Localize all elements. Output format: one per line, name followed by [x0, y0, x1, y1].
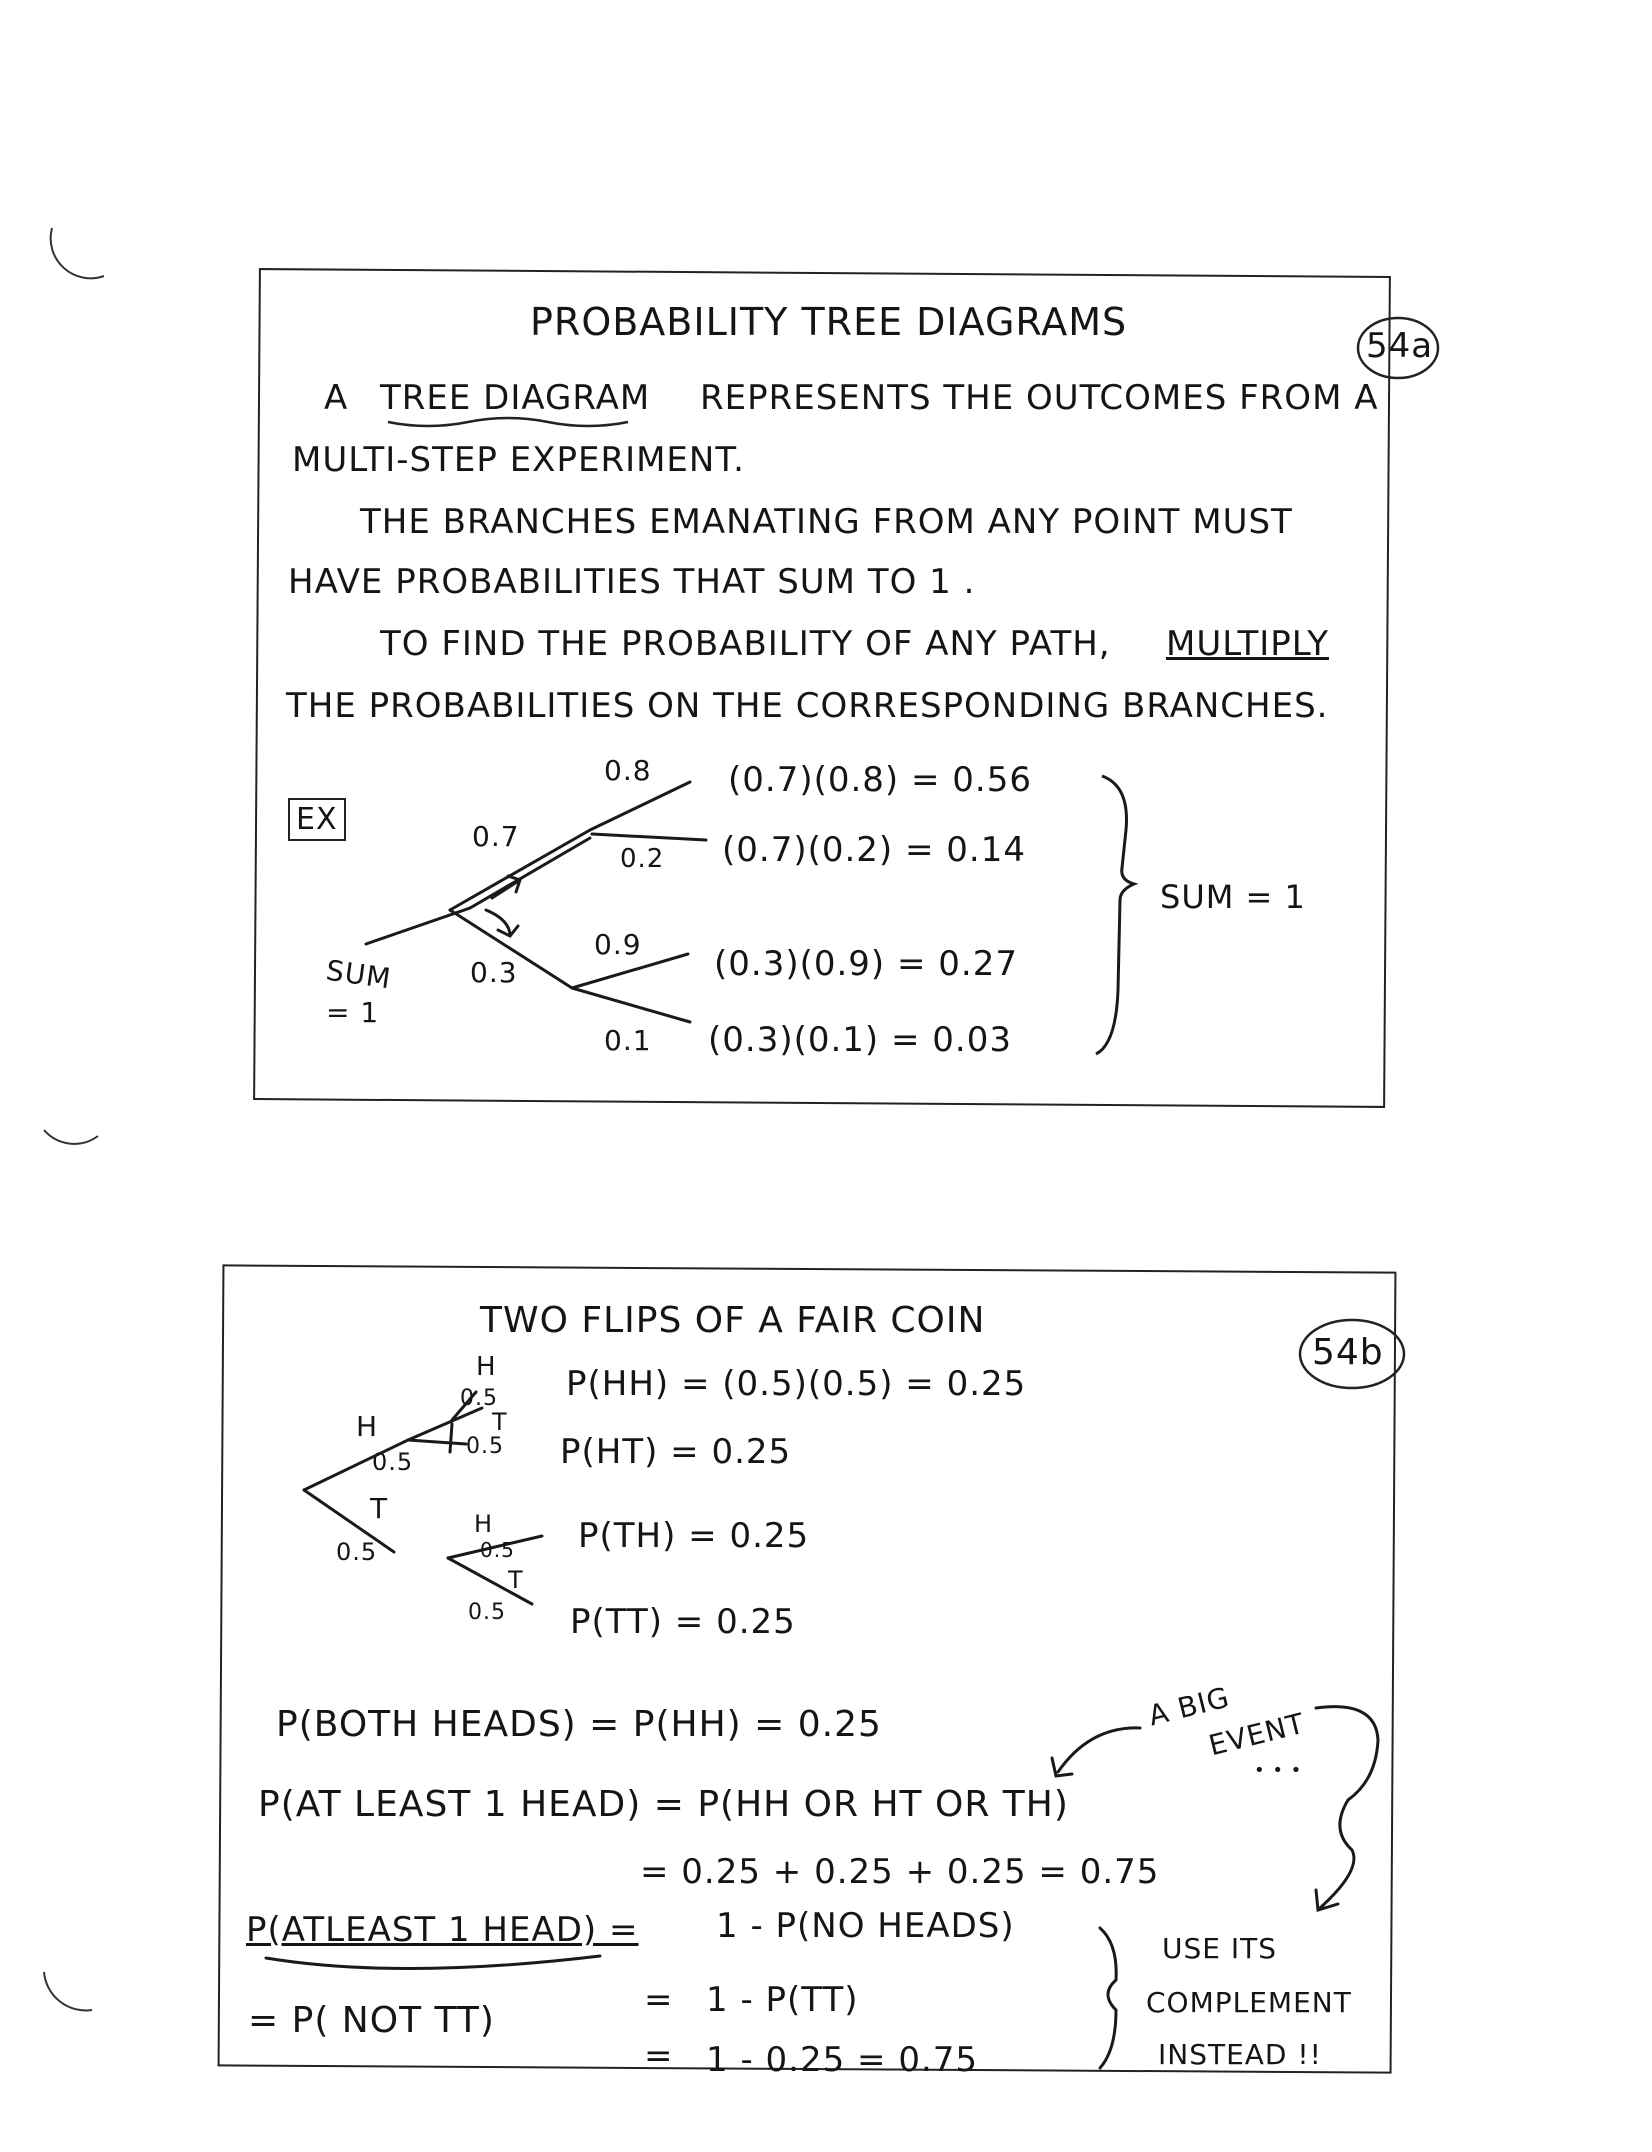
big-event-label-2: EVENT	[1205, 1706, 1309, 1763]
card-b-title: TWO FLIPS OF A FAIR COIN	[480, 1300, 986, 1341]
tree-first-h: H	[356, 1410, 379, 1443]
path-1-product: (0.7)(0.8) = 0.56	[728, 760, 1033, 800]
complement-note-1: USE ITS	[1162, 1932, 1277, 1965]
branch-first-bottom: 0.3	[470, 956, 518, 989]
complement-eq-3: =	[644, 2036, 674, 2076]
path-2-product: (0.7)(0.2) = 0.14	[722, 830, 1027, 870]
branch-upper-top: 0.8	[604, 754, 652, 787]
big-event-label-1: A BIG	[1145, 1680, 1233, 1733]
ex-label: EX	[288, 798, 346, 841]
tree-second-h1-prob: 0.5	[460, 1386, 498, 1411]
card-a-line6: THE PROBABILITIES ON THE CORRESPONDING BRANCHES.	[286, 686, 1329, 726]
tree-second-t1: T	[492, 1408, 508, 1436]
tree-second-t2-prob: 0.5	[468, 1600, 506, 1625]
tree-first-t-prob: 0.5	[336, 1538, 378, 1566]
tree-second-t2: T	[508, 1566, 524, 1594]
card-a-number: 54a	[1366, 326, 1434, 366]
card-a-line4: HAVE PROBABILITIES THAT SUM TO 1 .	[288, 562, 976, 602]
complement-line-3: 1 - 0.25 = 0.75	[706, 2040, 979, 2080]
card-a-line5-keyword: MULTIPLY	[1166, 624, 1329, 664]
atleast-line-1: P(AT LEAST 1 HEAD) = P(HH OR HT OR TH)	[258, 1784, 1069, 1825]
complement-note-3: INSTEAD !!	[1158, 2038, 1322, 2071]
sum-left-line2: = 1	[326, 996, 380, 1029]
sum-note: SUM = 1	[1160, 878, 1306, 916]
branch-lower-bottom: 0.1	[604, 1024, 652, 1057]
card-a-line1-rest: REPRESENTS THE OUTCOMES FROM A	[700, 378, 1379, 418]
path-3-product: (0.3)(0.9) = 0.27	[714, 944, 1019, 984]
path-4-product: (0.3)(0.1) = 0.03	[708, 1020, 1013, 1060]
branch-upper-bottom: 0.2	[620, 844, 665, 874]
complement-eq-2: =	[644, 1980, 674, 2020]
atleast-line-2: = 0.25 + 0.25 + 0.25 = 0.75	[640, 1852, 1160, 1892]
branch-first-top: 0.7	[472, 820, 520, 853]
complement-note-2: COMPLEMENT	[1146, 1986, 1352, 2019]
tree-second-h2: H	[474, 1510, 494, 1538]
card-a-title: PROBABILITY TREE DIAGRAMS	[530, 300, 1128, 344]
branch-lower-top: 0.9	[594, 928, 642, 961]
tree-second-h2-prob: 0.5	[480, 1538, 515, 1562]
card-b-number: 54b	[1312, 1332, 1384, 1373]
sum-left-line1: SUM	[324, 953, 394, 996]
card-a-line1-prefix: A	[324, 378, 349, 418]
tree-first-h-prob: 0.5	[372, 1448, 414, 1476]
complement-not-tt: = P( NOT TT)	[248, 2000, 495, 2041]
tree-second-h1: H	[476, 1352, 497, 1382]
card-a-line1-term: TREE DIAGRAM	[380, 378, 651, 418]
tree-first-t: T	[370, 1492, 389, 1525]
outcome-th: P(TH) = 0.25	[578, 1516, 810, 1556]
complement-line-2: 1 - P(TT)	[706, 1980, 859, 2020]
big-event-dots: • • •	[1254, 1760, 1303, 1781]
complement-lhs: P(ATLEAST 1 HEAD) =	[246, 1910, 639, 1950]
complement-line-1: 1 - P(NO HEADS)	[716, 1906, 1015, 1946]
outcome-ht: P(HT) = 0.25	[560, 1432, 792, 1472]
card-a-line3: THE BRANCHES EMANATING FROM ANY POINT MUST	[360, 502, 1293, 542]
outcome-hh: P(HH) = (0.5)(0.5) = 0.25	[566, 1364, 1027, 1404]
outcome-tt: P(TT) = 0.25	[570, 1602, 796, 1642]
tree-second-t1-prob: 0.5	[466, 1434, 504, 1459]
card-a-line5-pre: TO FIND THE PROBABILITY OF ANY PATH,	[380, 624, 1111, 664]
both-heads-line: P(BOTH HEADS) = P(HH) = 0.25	[276, 1704, 882, 1745]
card-a-line2: MULTI-STEP EXPERIMENT.	[292, 440, 745, 480]
